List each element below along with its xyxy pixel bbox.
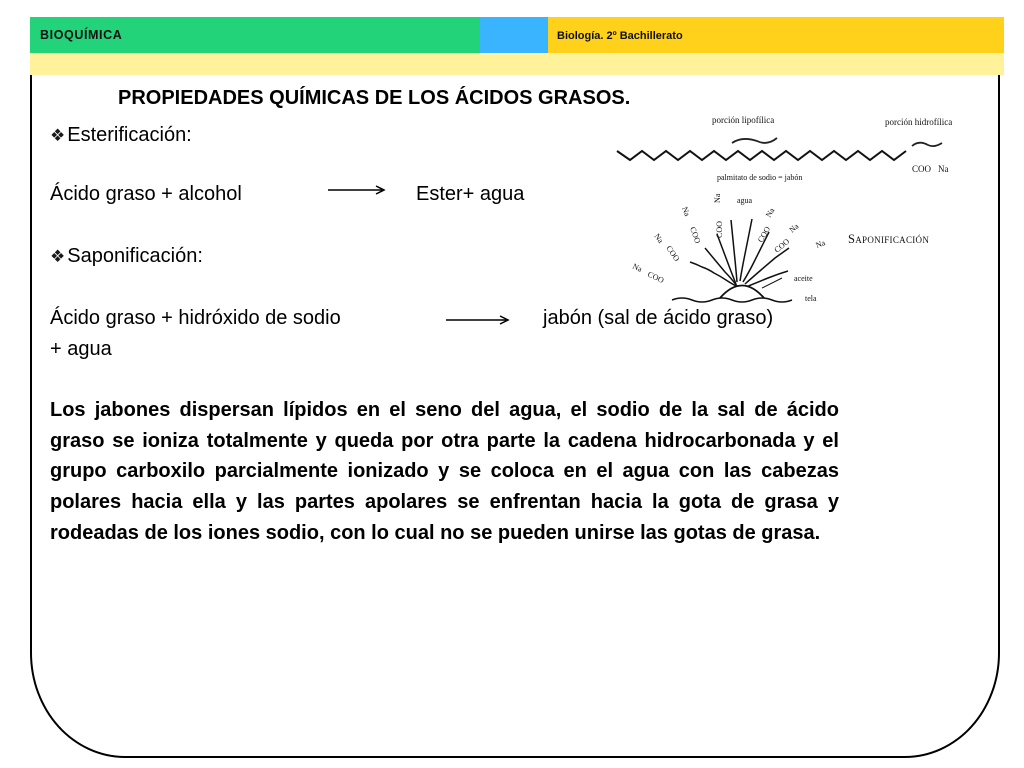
ray-coo-label: COO <box>688 225 703 245</box>
explanation-paragraph: Los jabones dispersan lípidos en el seno del agua, el sodio de la sal de ácido graso se ioniza totalmente y queda por otra parte la cadena hidrocarbonada y el grupo carboxilo parcialmente ionizado y se coloca en el agua con las cabezas polares hacia ella y las partes apolares se enfrentan hacia la gota de grasa y rodeadas de los iones sodio, con lo cual no se pueden unirse las gotas de grasa. <box>50 399 839 544</box>
agua-label: agua <box>737 196 753 205</box>
ray-na-label: Na <box>763 206 777 219</box>
ray-coo-label: COO <box>772 236 792 255</box>
ray-coo-label: COO <box>646 269 666 285</box>
fatty-acid-chain-icon <box>617 151 906 160</box>
diamond-bullet-icon: ❖ <box>50 247 66 266</box>
reaction-arrow-icon <box>446 314 514 326</box>
micelle-rays <box>690 219 789 288</box>
lipophilic-brace-icon <box>732 138 777 143</box>
palmitate-label: palmitato de sodio = jabón <box>717 173 803 182</box>
saponification-illustration <box>612 108 957 308</box>
ray-na-label: Na <box>652 231 666 245</box>
coo-label: COO <box>912 164 932 174</box>
oil-droplet-icon <box>720 286 764 299</box>
micelle-labels <box>631 193 827 285</box>
ray-na-label: Na <box>787 221 801 235</box>
bullet-label: Saponificación: <box>67 245 203 267</box>
saponificacion-caption: Saponificación <box>848 232 930 246</box>
reaction-arrow-icon <box>328 184 390 196</box>
diamond-bullet-icon: ❖ <box>50 126 66 145</box>
header-band-blue <box>480 17 548 53</box>
bullet-esterificacion <box>50 124 192 147</box>
fabric-wave-icon <box>672 298 792 302</box>
equation2-continuation: + agua <box>50 338 112 360</box>
ray-coo-label: COO <box>755 224 773 244</box>
slide-title: PROPIEDADES QUÍMICAS DE LOS ÁCIDOS GRASOS. <box>118 87 631 109</box>
equation2-left: Ácido graso + hidróxido de sodio <box>50 307 341 329</box>
header-subject-title: BIOQUÍMICA <box>40 28 123 42</box>
ray-coo-label: COO <box>715 221 724 238</box>
ray-na-label: Na <box>713 193 722 203</box>
bullet-label: Esterificación: <box>67 124 192 146</box>
equation1-right: Ester+ agua <box>416 183 525 205</box>
na-label: Na <box>938 164 949 174</box>
hydrophilic-brace-icon <box>912 143 942 146</box>
equation2-right: jabón (sal de ácido graso) <box>543 307 774 329</box>
aceite-label: aceite <box>794 274 813 283</box>
lipophilic-label: porción lipofílica <box>712 115 775 125</box>
ray-na-label: Na <box>814 238 827 250</box>
bullet-saponificacion <box>50 245 203 268</box>
header-subband <box>30 53 1004 75</box>
ray-na-label: Na <box>631 261 644 274</box>
tela-label: tela <box>805 294 817 303</box>
ray-na-label: Na <box>680 205 692 218</box>
header-course-title: Biología. 2º Bachillerato <box>557 30 683 42</box>
hydrophilic-label: porción hidrofílica <box>885 117 953 127</box>
ray-coo-label: COO <box>664 243 682 263</box>
equation1-left: Ácido graso + alcohol <box>50 183 242 205</box>
